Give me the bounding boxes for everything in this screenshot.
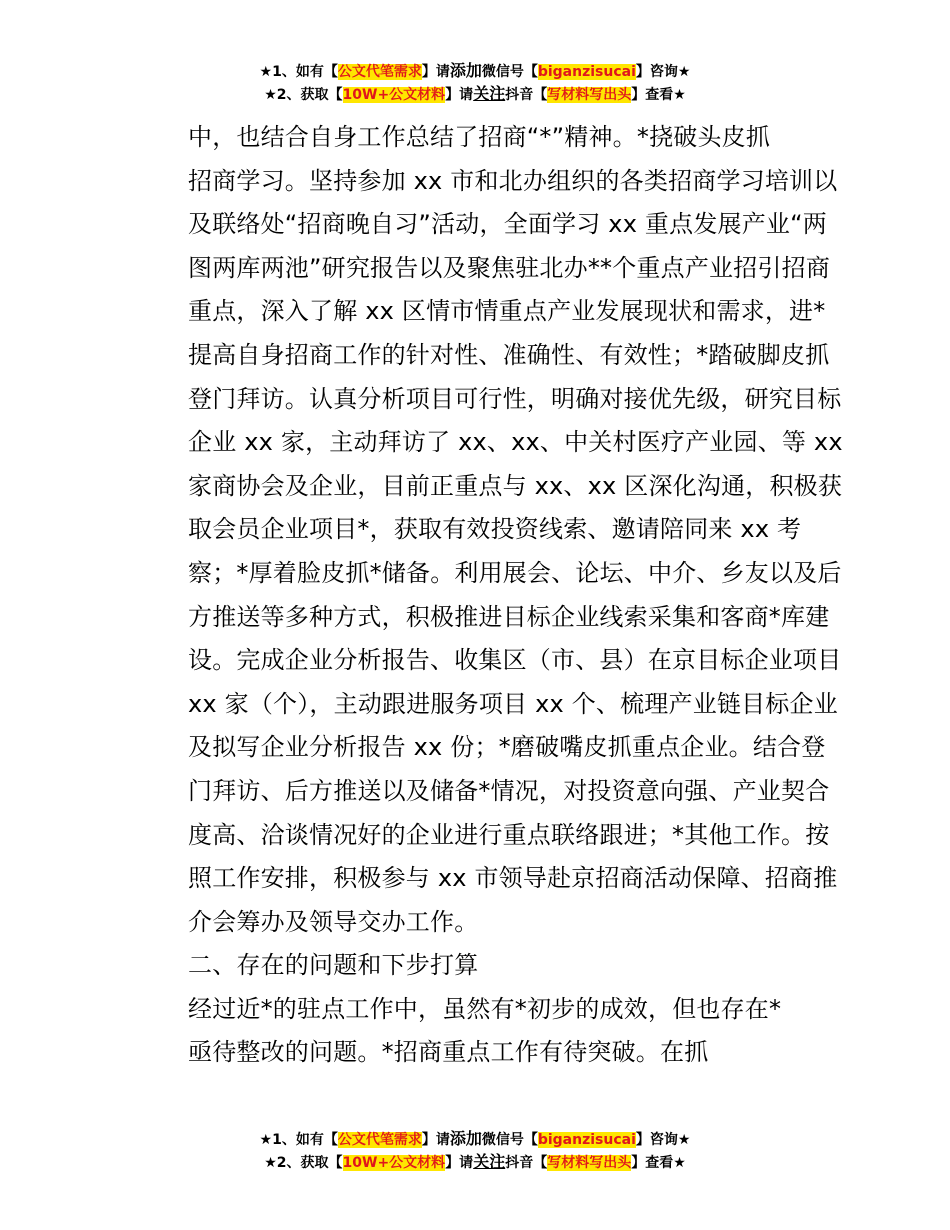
section-heading: 二、存在的问题和下步打算 — [188, 951, 479, 980]
paragraph-2: 经过近*的驻点工作中，虽然有*初步的成效，但也存在* 亟待整改的问题。*招商重点工作有待突破。在抓 — [188, 994, 782, 1067]
banner-line-1: ★1、如有【公文代笔需求】请添加微信号【biganzisucai】咨询★ — [259, 61, 691, 80]
document-body — [140, 116, 843, 1075]
banner-line-2: ★2、获取【10W+公文材料】请关注抖音【写材料写出头】查看★ — [264, 84, 686, 103]
footer-banner — [0, 1128, 950, 1174]
highlight-service: 公文代笔需求 — [337, 64, 422, 80]
highlight-douyin: 写材料写出头 — [547, 87, 632, 103]
highlight-materials: 10W+公文材料 — [342, 87, 446, 103]
highlight-wechat-id: biganzisucai — [537, 64, 636, 80]
header-banner — [0, 60, 950, 106]
footer-banner-line-1: ★1、如有【公文代笔需求】请添加微信号【biganzisucai】咨询★ — [259, 1129, 691, 1148]
paragraph-1: 中，也结合自身工作总结了招商“*”精神。*挠破头皮抓 招商学习。坚持参加 xx 市和北办组织的各类招商学习培训以 及联络处“招商晚自习”活动，全面学习 xx 重点发展产业“两 图两库两池”研究报告以及聚焦驻北办**个重点产业招引招商 重点，深入了解 xx 区情市情重点产业发展现状和需求，进* 提高自身招商工作的针对性、准确性、有效性；*踏破脚皮抓 登门拜访。认真分析项目可行性，明确对接优先级，研究目标 企业 xx 家，主动拜访了 xx、xx、中关村医疗产业园、等 xx 家商协会及企业，目前正重点与 xx、xx 区深化沟通，积极获 取会员企业项目*，获取有效投资线索、邀请陪同来 xx 考 察；*厚着脸皮抓*储备。利用展会、论坛、中介、乡友以及后 方推送等多种方式，积极推进目标企业线索采集和客商*库建 设。完成企业分析报告、收集区（市、县）在京目标企业项目 xx 家（个），主动跟进服务项目 xx 个、梳理产业链目标企业 及拟写企业分析报告 xx 份；*磨破嘴皮抓重点企业。结合登 门拜访、后方推送以及储备*情况，对投资意向强、产业契合 度高、洽谈情况好的企业进行重点联络跟进；*其他工作。按 照工作安排，积极参与 xx 市领导赴京招商活动保障、招商推 介会筹办及领导交办工作。 — [188, 123, 843, 936]
footer-banner-line-2: ★2、获取【10W+公文材料】请关注抖音【写材料写出头】查看★ — [264, 1152, 686, 1171]
